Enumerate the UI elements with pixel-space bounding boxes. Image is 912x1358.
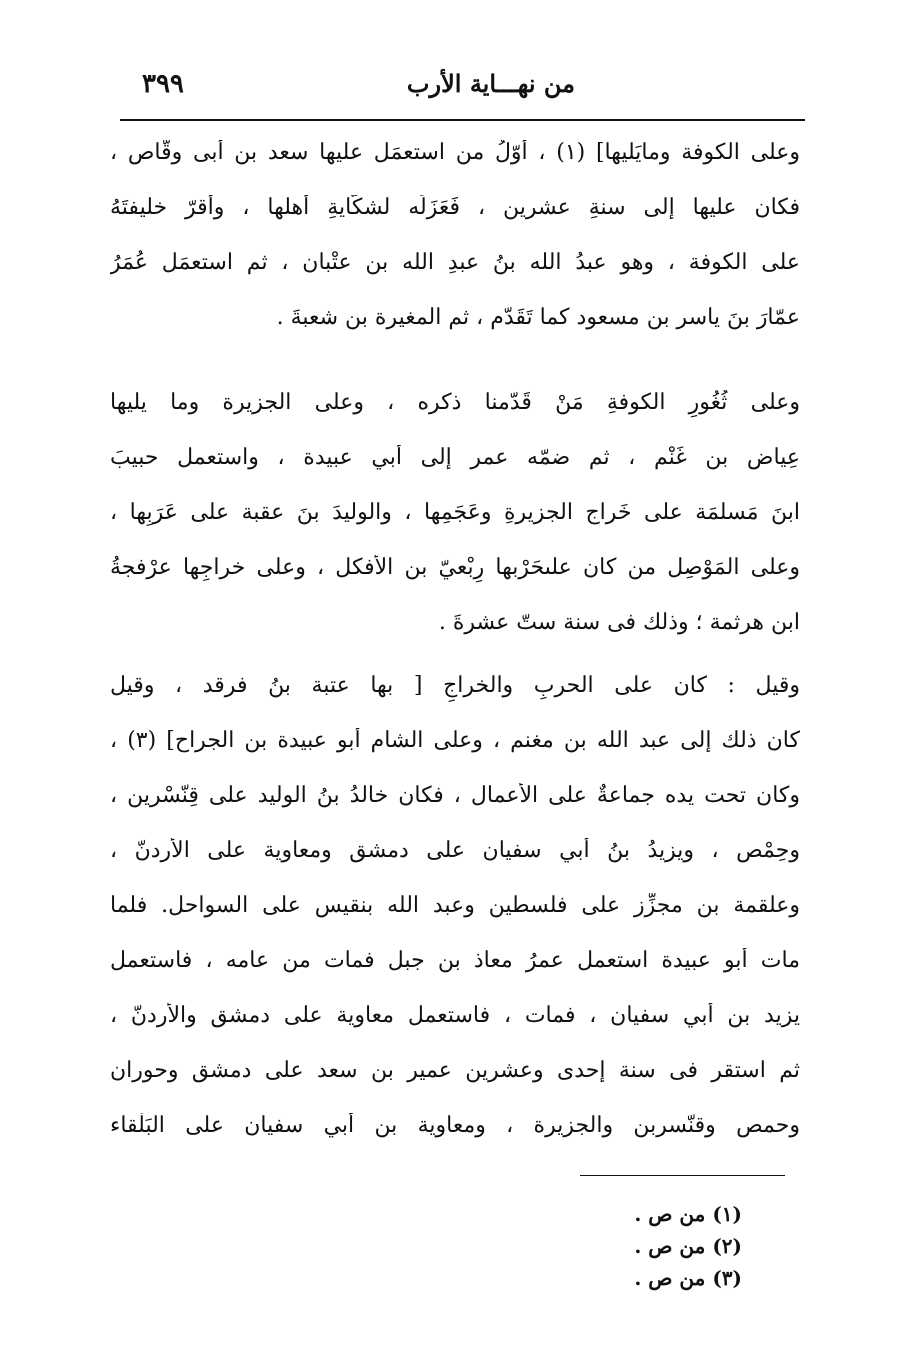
footnote-1: (١) من ص .: [634, 1202, 742, 1226]
text-line: وكان تحت يده جماعةٌ على الأعمال ، فكان خالدُ بنُ الوليد على قِنّسْرين ،: [110, 783, 800, 808]
page-header: [120, 55, 805, 115]
paragraph-3: [110, 673, 800, 1168]
text-line: عِياض بن غَنْم ، ثم ضمّه عمر إلى أبي عبيدة ، واستعمل حبيبَ: [110, 445, 800, 470]
text-line: فكان عليها إلى سنةِ عشرين ، فَعَزَلَه لشكّايةِ أهلها ، وأقرّ خليفتَهُ: [110, 195, 800, 220]
footnote-3: (٣) من ص .: [634, 1266, 742, 1290]
main-text: [110, 140, 800, 1168]
text-line: وعلى ثُغُورِ الكوفةِ مَنْ قَدّمنا ذكره ، وعلى الجزيرة وما يليها: [110, 390, 800, 415]
footnote-2: (٢) من ص .: [634, 1234, 742, 1258]
text-line: وعلقمة بن مجزِّز على فلسطين وعبد الله بنقيس على السواحل. فلما: [110, 893, 800, 918]
text-line: على الكوفة ، وهو عبدُ الله بنُ عبدِ الله بن عتْبان ، ثم استعمَل عُمَرُ: [110, 250, 800, 275]
text-line: وعلى المَوْصِل من كان علىحَرْبها رِبْعيّ بن الأفكل ، وعلى خراجِها عرْفجةُ: [110, 555, 800, 580]
text-line: كان ذلك إلى عبد الله بن مغنم ، وعلى الشام أبو عبيدة بن الجراح] (٣) ،: [110, 728, 800, 753]
text-line: وقيل : كان على الحربِ والخراجِ [ بها عتبة بنُ فرقد ، وقيل: [110, 673, 800, 698]
text-line: ابنَ مَسلمَة على خَراج الجزيرةِ وعَجَمِها ، والوليدَ بنَ عقبة على عَرَبِها ،: [110, 500, 800, 525]
text-line: مات أبو عبيدة استعمل عمرُ معاذ بن جبل فمات من عامه ، فاستعمل: [110, 948, 800, 973]
paragraph-2: [110, 390, 800, 665]
text-line: ابن هرثمة ؛ وذلك فى سنة ستّ عشرةَ .: [438, 610, 800, 635]
text-line: وحمص وقنّسربن والجزيرة ، ومعاوية بن أبي سفيان على البَلْقاء: [110, 1113, 800, 1138]
text-line: عمّارَ بنَ ياسر بن مسعود كما تَقَدّم ، ثم المغيرة بن شعبةَ .: [276, 305, 800, 330]
footnotes: [542, 1198, 742, 1294]
header-rule: [120, 119, 805, 121]
text-line: ثم استقر فى سنة إحدى وعشرين عمير بن سعد على دمشق وحوران: [110, 1058, 800, 1083]
page-number: ٣٩٩: [142, 69, 184, 99]
text-line: يزيد بن أبي سفيان ، فمات ، فاستعمل معاوية على دمشق والأُردنّ ،: [110, 1003, 800, 1028]
footnote-rule: [580, 1175, 785, 1176]
running-title: من نهـــاية الأرب: [406, 69, 575, 98]
text-line: وعلى الكوفة ومايَليها] (١) ، أوّلُ من استعمَل عليها سعد بن أبى وقّاص ،: [110, 140, 800, 165]
paragraph-1: [110, 140, 800, 360]
text-line: وحِمْص ، ويزيدُ بنُ أبي سفيان على دمشق ومعاوية على الأُردنّ ،: [110, 838, 800, 863]
